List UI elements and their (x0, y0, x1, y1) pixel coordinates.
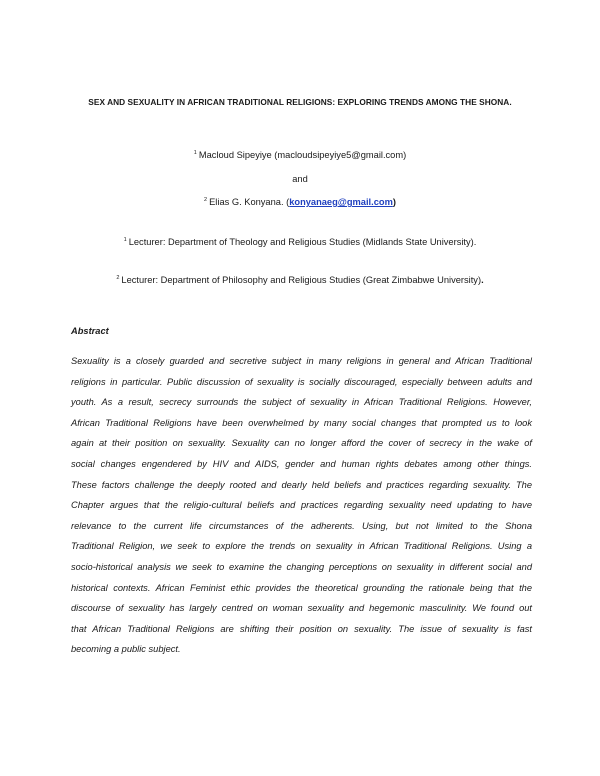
affiliation-2-superscript: 2 (116, 275, 120, 281)
abstract-line: Sexuality is a closely guarded and secretive subject in many religions in general and African Traditional (71, 356, 532, 366)
abstract-body (71, 351, 532, 660)
author-2-superscript: 2 (204, 197, 208, 203)
author-conjunction: and (292, 174, 308, 184)
abstract-line: These factors challenge the deeply rooted and dearly held beliefs and practices regarding sexuality. The (71, 479, 532, 490)
author-1-text: Macloud Sipeyiye (macloudsipeyiye5@gmail.com) (198, 150, 407, 160)
abstract-line: Traditional Religion, we seek to explore the trends on sexuality in African Traditional Religions. Using a (71, 541, 532, 552)
author-2-close-paren: ) (392, 197, 396, 207)
abstract-line: youth. As a result, secrecy surrounds the subject of sexuality in African Traditional Religions. However, (71, 397, 532, 408)
affiliation-2-text: Lecturer: Department of Philosophy and Religious Studies (Great Zimbabwe University) (121, 275, 482, 285)
abstract-line: social changes engendered by HIV and AIDS, gender and human rights debates among other things. (71, 458, 532, 469)
author-2 (0, 197, 600, 207)
affiliation-2-period: . (481, 275, 484, 285)
abstract-line: socio-historical analysis we seek to examine the changing perceptions on sexuality in different social and (71, 561, 532, 572)
author-2-email-link[interactable]: konyanaeg@gmail.com (289, 197, 393, 207)
author-1 (0, 150, 600, 160)
abstract-line: again at their position on sexuality. Sexuality can no longer afford the cover of secrecy in the wake of (71, 438, 532, 449)
abstract-line: that African Traditional Religions are shifting their position on sexuality. The issue of sexuality is fast (71, 623, 532, 634)
abstract-line: African Traditional Religions have been overwhelmed by many social changes that prompted us to look (71, 417, 532, 428)
abstract-line: religions in particular. Public discussion of sexuality is socially discouraged, especially between adults and (71, 376, 532, 387)
affiliation-2 (0, 275, 600, 285)
paper-title: SEX AND SEXUALITY IN AFRICAN TRADITIONAL RELIGIONS: EXPLORING TRENDS AMONG THE SHONA. (88, 97, 512, 107)
abstract-heading: Abstract (71, 326, 109, 336)
author-1-superscript: 1 (193, 150, 197, 156)
abstract-line: relevance to the current life circumstances of the adherents. Using, but not limited to the Shona (71, 520, 532, 531)
affiliation-1-superscript: 1 (123, 237, 127, 243)
abstract-line: historical contexts. African Feminist ethic provides the theoretical grounding the rationale being that the (71, 582, 532, 593)
abstract-line: Chapter argues that the religio-cultural beliefs and practices regarding sexuality need updating to have (71, 500, 532, 511)
abstract-line: discourse of sexuality has largely centred on woman sexuality and hegemonic masculinity. We found out (71, 603, 532, 614)
abstract-line: becoming a public subject. (71, 644, 181, 655)
affiliation-1-text: Lecturer: Department of Theology and Religious Studies (Midlands State University). (128, 237, 477, 247)
affiliation-1 (0, 237, 600, 247)
author-2-name: Elias G. Konyana. ( (209, 197, 290, 207)
